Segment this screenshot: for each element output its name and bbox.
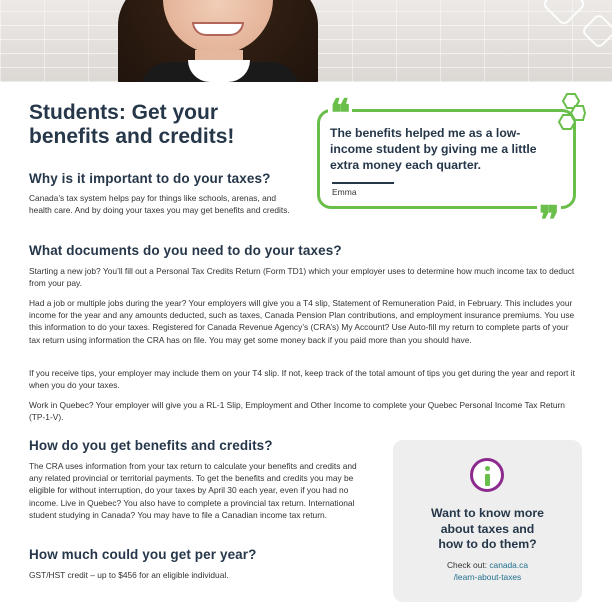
section-heading-why: Why is it important to do your taxes? — [29, 171, 271, 186]
section-paragraph: GST/HST credit – up to $456 for an eligible individual. — [29, 570, 229, 580]
section-paragraph: Starting a new job? You’ll fill out a Personal Tax Credits Return (Form TD1) which your employer uses to determine how much income tax to deduct from your pay. — [29, 266, 575, 289]
info-callout-heading: Want to know more about taxes and how to do them? — [431, 506, 544, 551]
section-paragraph: If you receive tips, your employer may include them on your T4 slip. If not, keep track of the total amount of tips you get during the year and report it when you do your taxes. — [29, 368, 575, 391]
page-title: Students: Get your benefits and credits! — [29, 101, 235, 148]
learn-about-taxes-link[interactable]: canada.ca — [489, 560, 529, 570]
section-heading-documents: What documents do you need to do your taxes? — [29, 243, 342, 258]
section-heading-amount: How much could you get per year? — [29, 547, 257, 562]
section-paragraph: Had a job or multiple jobs during the year? Your employers will give you a T4 slip, Statement of Remuneration Paid, in February. This includes your income for the year and any amounts deducted, such as taxes, Canada Pension Plan contributions, and employment insurance premiums. You use this information to do your taxes. Registered for Canada Revenue Agency’s (CRA’s) My Account? Use Auto-fill my return to complete parts of your tax return using information the CRA has on file. You may get some money back if you paid more than you should have. — [29, 298, 575, 345]
info-callout-checkout — [400, 559, 575, 583]
section-paragraph: Work in Quebec? Your employer will give you a RL-1 Slip, Employment and Other Income to complete your Quebec Personal Income Tax Return (TP-1-V). — [29, 400, 565, 423]
quote-divider — [332, 182, 394, 184]
close-quote-icon: ❞ — [539, 197, 560, 242]
hexagon-cluster-icon — [556, 93, 586, 133]
open-quote-icon: ❝ — [330, 90, 351, 135]
info-icon — [470, 458, 504, 492]
testimonial-author: Emma — [332, 187, 357, 197]
testimonial-quote: The benefits helped me as a low-income student by giving me a little extra money each quarter. — [330, 126, 537, 172]
section-paragraph: Canada’s tax system helps pay for things like schools, arenas, and health care. And by doing your taxes you may get benefits and credits. — [29, 193, 290, 216]
section-heading-how: How do you get benefits and credits? — [29, 438, 273, 453]
student-smile — [192, 22, 244, 36]
section-paragraph: The CRA uses information from your tax return to calculate your benefits and credits and any related provincial or territorial payments. To get the benefits and credits you may be eligible for without interruption, do your taxes by April 30 each year, even if you had no income. Live in Quebec? You also have to complete a provincial tax return. International student studying in Canada? You may have to file a Canadian income tax return. — [29, 461, 357, 520]
learn-about-taxes-link-path[interactable]: /learn-about-taxes — [453, 572, 522, 582]
hero-photo — [0, 0, 612, 82]
checkout-label: Check out: — [446, 560, 488, 570]
